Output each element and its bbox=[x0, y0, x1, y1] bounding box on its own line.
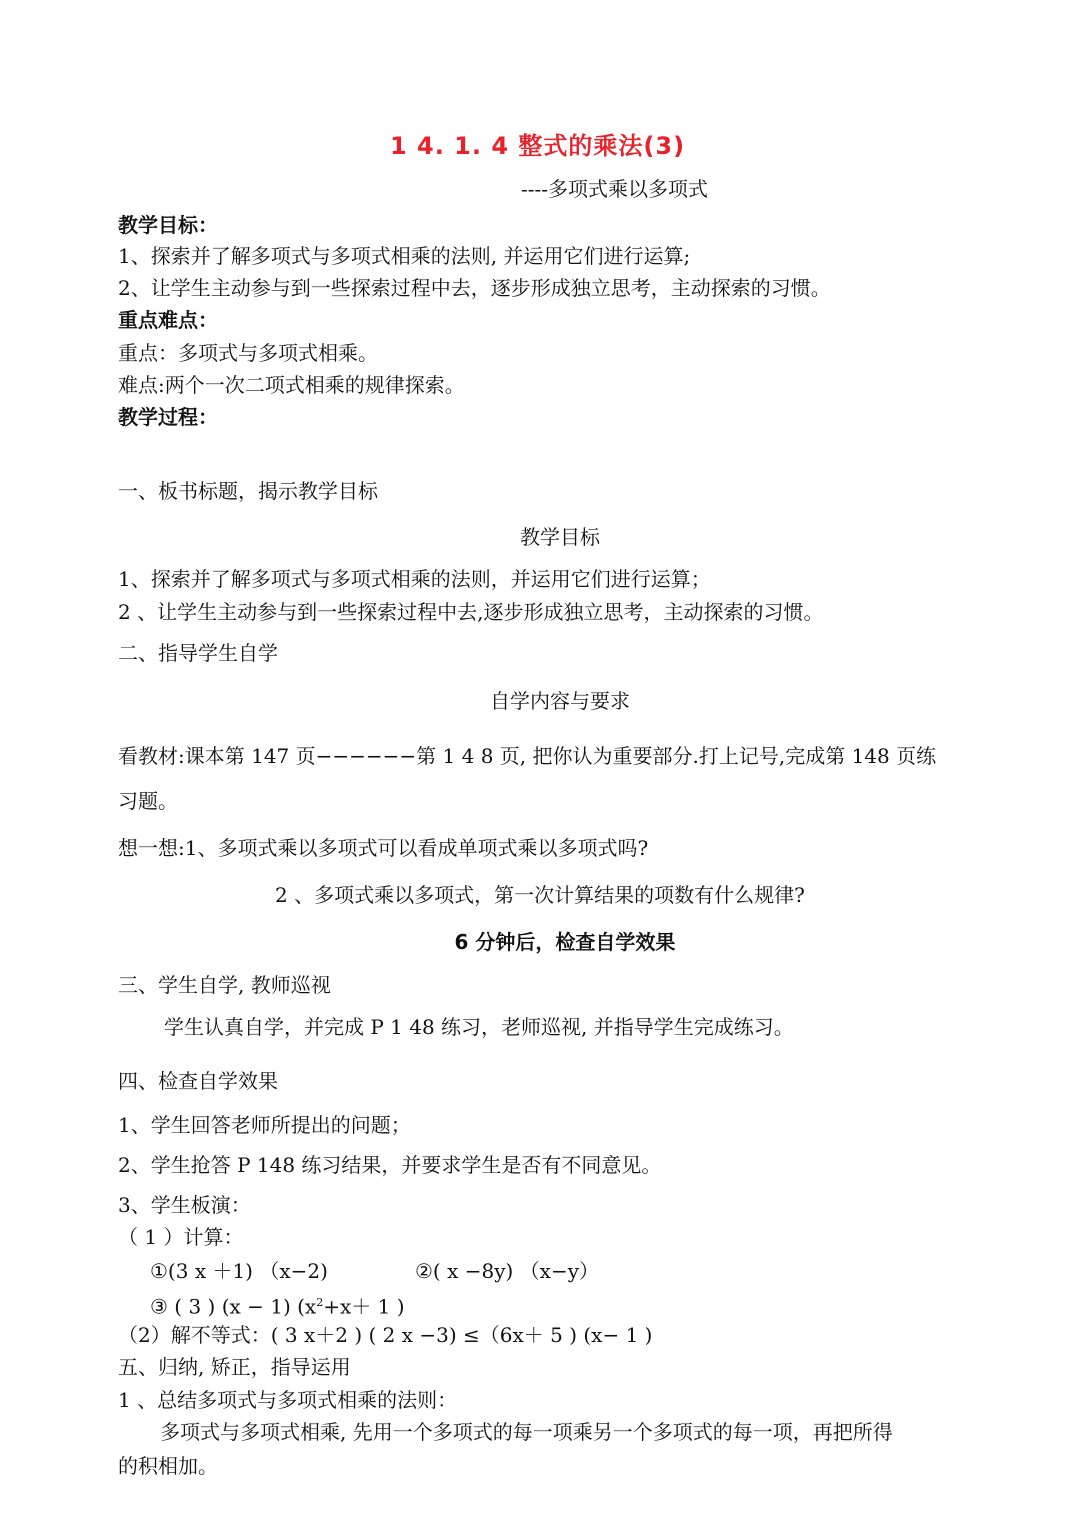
reading-instruction: 看教材:课本第 147 页−−−−−−第 1 4 8 页, 把你认为重要部分.打上记号,完成第 148 页练 bbox=[118, 744, 937, 768]
board-goal-item: 2 、让学生主动参与到一些探索过程中去,逐步形成独立思考，主动探索的习惯。 bbox=[118, 600, 824, 624]
check-item: 3、学生板演： bbox=[118, 1193, 251, 1217]
check-item: 1、学生回答老师所提出的问题； bbox=[118, 1113, 411, 1137]
exponent: 2 bbox=[316, 1296, 324, 1309]
think-question: 想一想:1、多项式乘以多项式可以看成单项式乘以多项式吗? bbox=[118, 836, 649, 860]
summary-item: 1 、总结多项式与多项式相乘的法则： bbox=[118, 1388, 458, 1412]
section-heading: 二、指导学生自学 bbox=[118, 641, 278, 665]
process-heading: 教学过程： bbox=[118, 405, 218, 429]
calc-problem-part: +x＋ 1 ) bbox=[323, 1294, 405, 1319]
rule-text-continued: 的积相加。 bbox=[118, 1454, 218, 1478]
reading-instruction-continued: 习题。 bbox=[118, 789, 178, 813]
rule-text: 多项式与多项式相乘, 先用一个多项式的每一项乘另一个多项式的每一项，再把所得 bbox=[160, 1420, 893, 1444]
board-goal-item: 1、探索并了解多项式与多项式相乘的法则，并运用它们进行运算； bbox=[118, 567, 711, 591]
board-title: 教学目标 bbox=[520, 525, 600, 549]
check-time-notice: 6 分钟后，检查自学效果 bbox=[454, 930, 676, 954]
calc-label: （ 1 ）计算： bbox=[118, 1225, 244, 1249]
section-heading: 三、学生自学, 教师巡视 bbox=[118, 973, 331, 997]
goals-heading: 教学目标： bbox=[118, 213, 218, 237]
goal-item: 2、让学生主动参与到一些探索过程中去，逐步形成独立思考，主动探索的习惯。 bbox=[118, 276, 831, 300]
goal-item: 1、探索并了解多项式与多项式相乘的法则, 并运用它们进行运算; bbox=[118, 244, 691, 268]
check-item: 2、学生抢答 P 148 练习结果，并要求学生是否有不同意见。 bbox=[118, 1153, 662, 1177]
section-heading: 四、检查自学效果 bbox=[118, 1069, 278, 1093]
section-heading: 一、板书标题，揭示教学目标 bbox=[118, 479, 378, 503]
calc-problem bbox=[150, 1290, 405, 1320]
section-heading: 五、归纳, 矫正，指导运用 bbox=[118, 1355, 351, 1379]
key-point: 重点：多项式与多项式相乘。 bbox=[118, 341, 378, 365]
key-heading: 重点难点： bbox=[118, 308, 218, 332]
difficult-point: 难点:两个一次二项式相乘的规律探索。 bbox=[118, 373, 465, 397]
calc-problem: ②( x −8y) （x−y） bbox=[415, 1259, 600, 1283]
self-study-title: 自学内容与要求 bbox=[490, 689, 630, 713]
inequality-problem: （2）解不等式：( 3 x＋2 ) ( 2 x −3) ≤（6x＋ 5 ) (x− 1 ) bbox=[118, 1323, 653, 1347]
section-body: 学生认真自学，并完成 P 1 48 练习，老师巡视, 并指导学生完成练习。 bbox=[164, 1015, 794, 1039]
document-title: 1 4. 1. 4 整式的乘法(3) bbox=[389, 132, 686, 160]
think-question: 2 、多项式乘以多项式，第一次计算结果的项数有什么规律? bbox=[275, 883, 805, 907]
calc-problem-part: ③ ( 3 ) (x − 1) (x bbox=[150, 1294, 317, 1319]
document-subtitle: ----多项式乘以多项式 bbox=[521, 177, 709, 201]
calc-problem: ①(3 x ＋1) （x−2) bbox=[150, 1259, 328, 1283]
